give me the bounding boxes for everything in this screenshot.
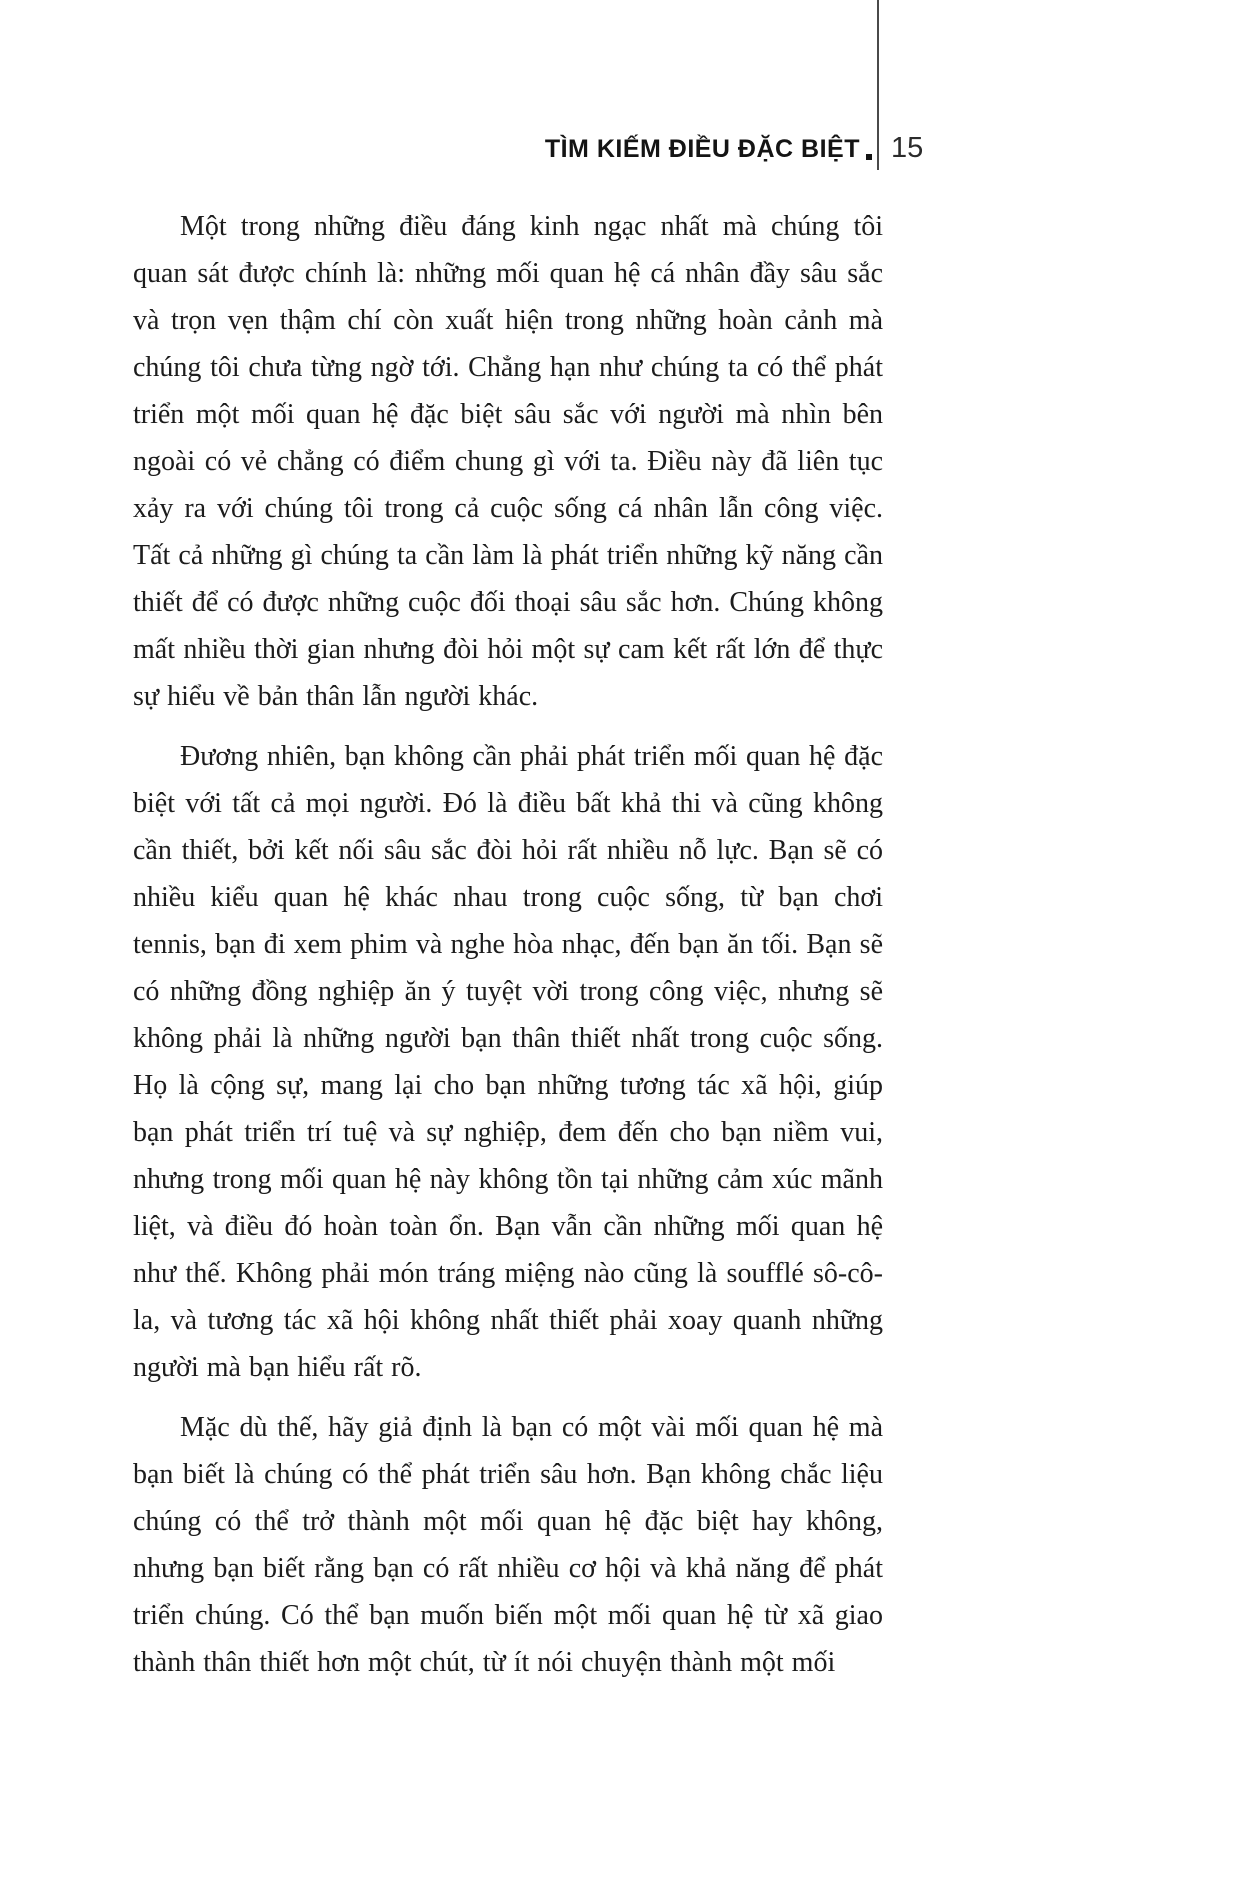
paragraph-3: Mặc dù thế, hãy giả định là bạn có một vài mối quan hệ mà bạn biết là chúng có thể phát triển sâu hơn. Bạn không chắc liệu chúng có thể trở thành một mối quan hệ đặc biệt hay không, nhưng bạn biết rằng bạn có rất nhiều cơ hội và khả năng để phát triển chúng. Có thể bạn muốn biến một mối quan hệ từ xã giao thành thân thiết hơn một chút, từ ít nói chuyện thành một mối [133,1412,883,1678]
paragraph-1: Một trong những điều đáng kinh ngạc nhất mà chúng tôi quan sát được chính là: những mối quan hệ cá nhân đầy sâu sắc và trọn vẹn thậm chí còn xuất hiện trong những hoàn cảnh mà chúng tôi chưa từng ngờ tới. Chẳng hạn như chúng ta có thể phát triển một mối quan hệ đặc biệt sâu sắc với người mà nhìn bên ngoài có vẻ chẳng có điểm chung gì với ta. Điều này đã liên tục xảy ra với chúng tôi trong cả cuộc sống cá nhân lẫn công việc. Tất cả những gì chúng ta cần làm là phát triển những kỹ năng cần thiết để có được những cuộc đối thoại sâu sắc hơn. Chúng không mất nhiều thời gian nhưng đòi hỏi một sự cam kết rất lớn để thực sự hiểu về bản thân lẫn người khác. [133,211,883,712]
body-text [133,203,883,1699]
paragraph-2: Đương nhiên, bạn không cần phải phát triển mối quan hệ đặc biệt với tất cả mọi người. Đó là điều bất khả thi và cũng không cần thiết, bởi kết nối sâu sắc đòi hỏi rất nhiều nỗ lực. Bạn sẽ có nhiều kiểu quan hệ khác nhau trong cuộc sống, từ bạn chơi tennis, bạn đi xem phim và nghe hòa nhạc, đến bạn ăn tối. Bạn sẽ có những đồng nghiệp ăn ý tuyệt vời trong công việc, nhưng sẽ không phải là những người bạn thân thiết nhất trong cuộc sống. Họ là cộng sự, mang lại cho bạn những tương tác xã hội, giúp bạn phát triển trí tuệ và sự nghiệp, đem đến cho bạn niềm vui, nhưng trong mối quan hệ này không tồn tại những cảm xúc mãnh liệt, và điều đó hoàn toàn ổn. Bạn vẫn cần những mối quan hệ như thế. Không phải món tráng miệng nào cũng là soufflé sô-cô-la, và tương tác xã hội không nhất thiết phải xoay quanh những người mà bạn hiểu rất rõ. [133,741,883,1383]
separator-dot-icon [866,154,872,160]
running-head-title: TÌM KIẾM ĐIỀU ĐẶC BIỆT [544,135,860,163]
page-header [0,133,1245,173]
page-number: 15 [891,132,924,164]
